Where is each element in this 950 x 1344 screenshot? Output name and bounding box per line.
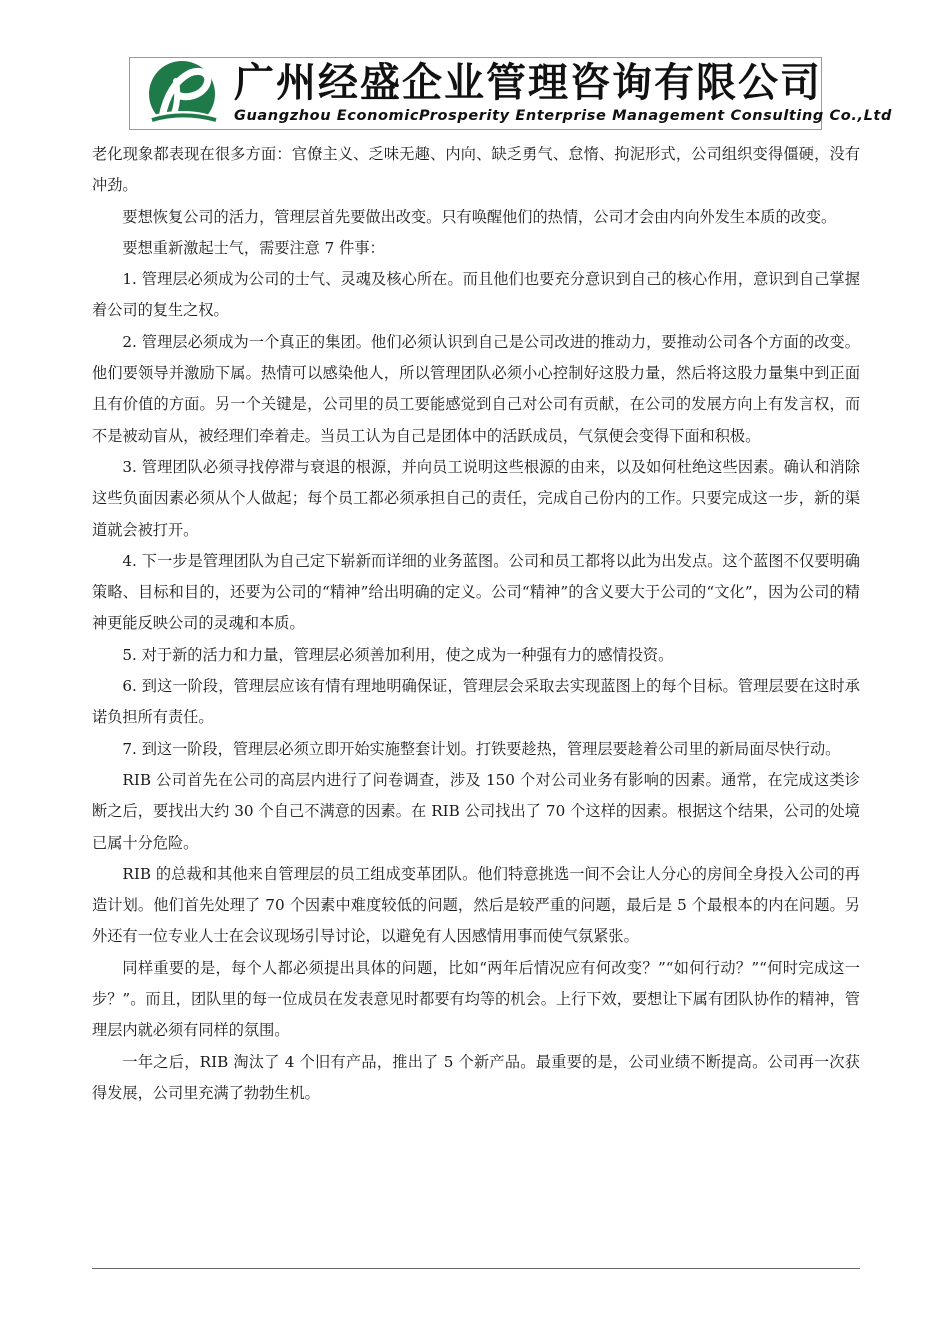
company-name-en: Guangzhou EconomicProsperity Enterprise Management Consulting Co.,Ltd <box>234 108 892 124</box>
paragraph: 一年之后，RIB 淘汰了 4 个旧有产品，推出了 5 个新产品。最重要的是，公司业绩不断提高。公司再一次获得发展，公司里充满了勃勃生机。 <box>92 1052 860 1102</box>
paragraph: RIB 的总裁和其他来自管理层的员工组成变革团队。他们特意挑选一间不会让人分心的房间全身投入公司的再造计划。他们首先处理了 70 个因素中难度较低的问题，然后是较严重的问题，最后是 5 个最根本的内在问题。另外还有一位专业人士在会议现场引导讨论，以避免有人因感情用事而使气氛紧张。 <box>92 864 860 946</box>
footer-divider <box>92 1268 860 1269</box>
company-logo-icon <box>132 59 232 129</box>
list-item: 5. 对于新的活力和力量，管理层必须善加利用，使之成为一种强有力的感情投资。 <box>122 645 674 664</box>
letterhead <box>129 57 892 130</box>
list-item: 3. 管理团队必须寻找停滞与衰退的根源，并向员工说明这些根源的由来，以及如何杜绝这些因素。确认和消除这些负面因素必须从个人做起；每个员工都必须承担自己的责任，完成自己份内的工作。只要完成这一步，新的渠道就会被打开。 <box>92 457 860 539</box>
list-item: 2. 管理层必须成为一个真正的集团。他们必须认识到自己是公司改进的推动力，要推动公司各个方面的改变。他们要领导并激励下属。热情可以感染他人，所以管理团队必须小心控制好这股力量，然后将这股力量集中到正面且有价值的方面。另一个关键是，公司里的员工要能感觉到自己对公司有贡献，在公司的发展方向上有发言权，而不是被动盲从，被经理们牵着走。当员工认为自己是团体中的活跃成员，气氛便会变得下面和积极。 <box>92 332 860 445</box>
paragraph: 老化现象都表现在很多方面：官僚主义、乏味无趣、内向、缺乏勇气、怠惰、拘泥形式，公司组织变得僵硬，没有冲劲。 <box>92 145 860 195</box>
list-item: 7. 到这一阶段，管理层必须立即开始实施整套计划。打铁要趁热，管理层要趁着公司里的新局面尽快行动。 <box>122 739 841 758</box>
company-name-cn: 广州经盛企业管理咨询有限公司 <box>234 60 822 106</box>
paragraph: RIB 公司首先在公司的高层内进行了问卷调查，涉及 150 个对公司业务有影响的因素。通常，在完成这类诊断之后，要找出大约 30 个自己不满意的因素。在 RIB 公司找出了 70 个这样的因素。根据这个结果，公司的处境已属十分危险。 <box>92 770 860 852</box>
paragraph: 同样重要的是，每个人都必须提出具体的问题，比如“两年后情况应有何改变？”“如何行动？”“何时完成这一步？”。而且，团队里的每一位成员在发表意见时都要有均等的机会。上行下效，要想让下属有团队协作的精神，管理层内就必须有同样的氛围。 <box>92 958 860 1040</box>
paragraph: 要想恢复公司的活力，管理层首先要做出改变。只有唤醒他们的热情，公司才会由内向外发生本质的改变。 <box>122 207 837 226</box>
list-item: 6. 到这一阶段，管理层应该有情有理地明确保证，管理层会采取去实现蓝图上的每个目标。管理层要在这时承诺负担所有责任。 <box>92 677 860 727</box>
document-body <box>92 139 860 1109</box>
paragraph: 要想重新激起士气，需要注意 7 件事： <box>122 238 385 257</box>
list-item: 1. 管理层必须成为公司的士气、灵魂及核心所在。而且他们也要充分意识到自己的核心作用，意识到自己掌握着公司的复生之权。 <box>92 270 860 320</box>
list-item: 4. 下一步是管理团队为自己定下崭新而详细的业务蓝图。公司和员工都将以此为出发点。这个蓝图不仅要明确策略、目标和目的，还要为公司的“精神”给出明确的定义。公司“精神”的含义要大于公司的“文化”，因为公司的精神更能反映公司的灵魂和本质。 <box>92 551 860 633</box>
